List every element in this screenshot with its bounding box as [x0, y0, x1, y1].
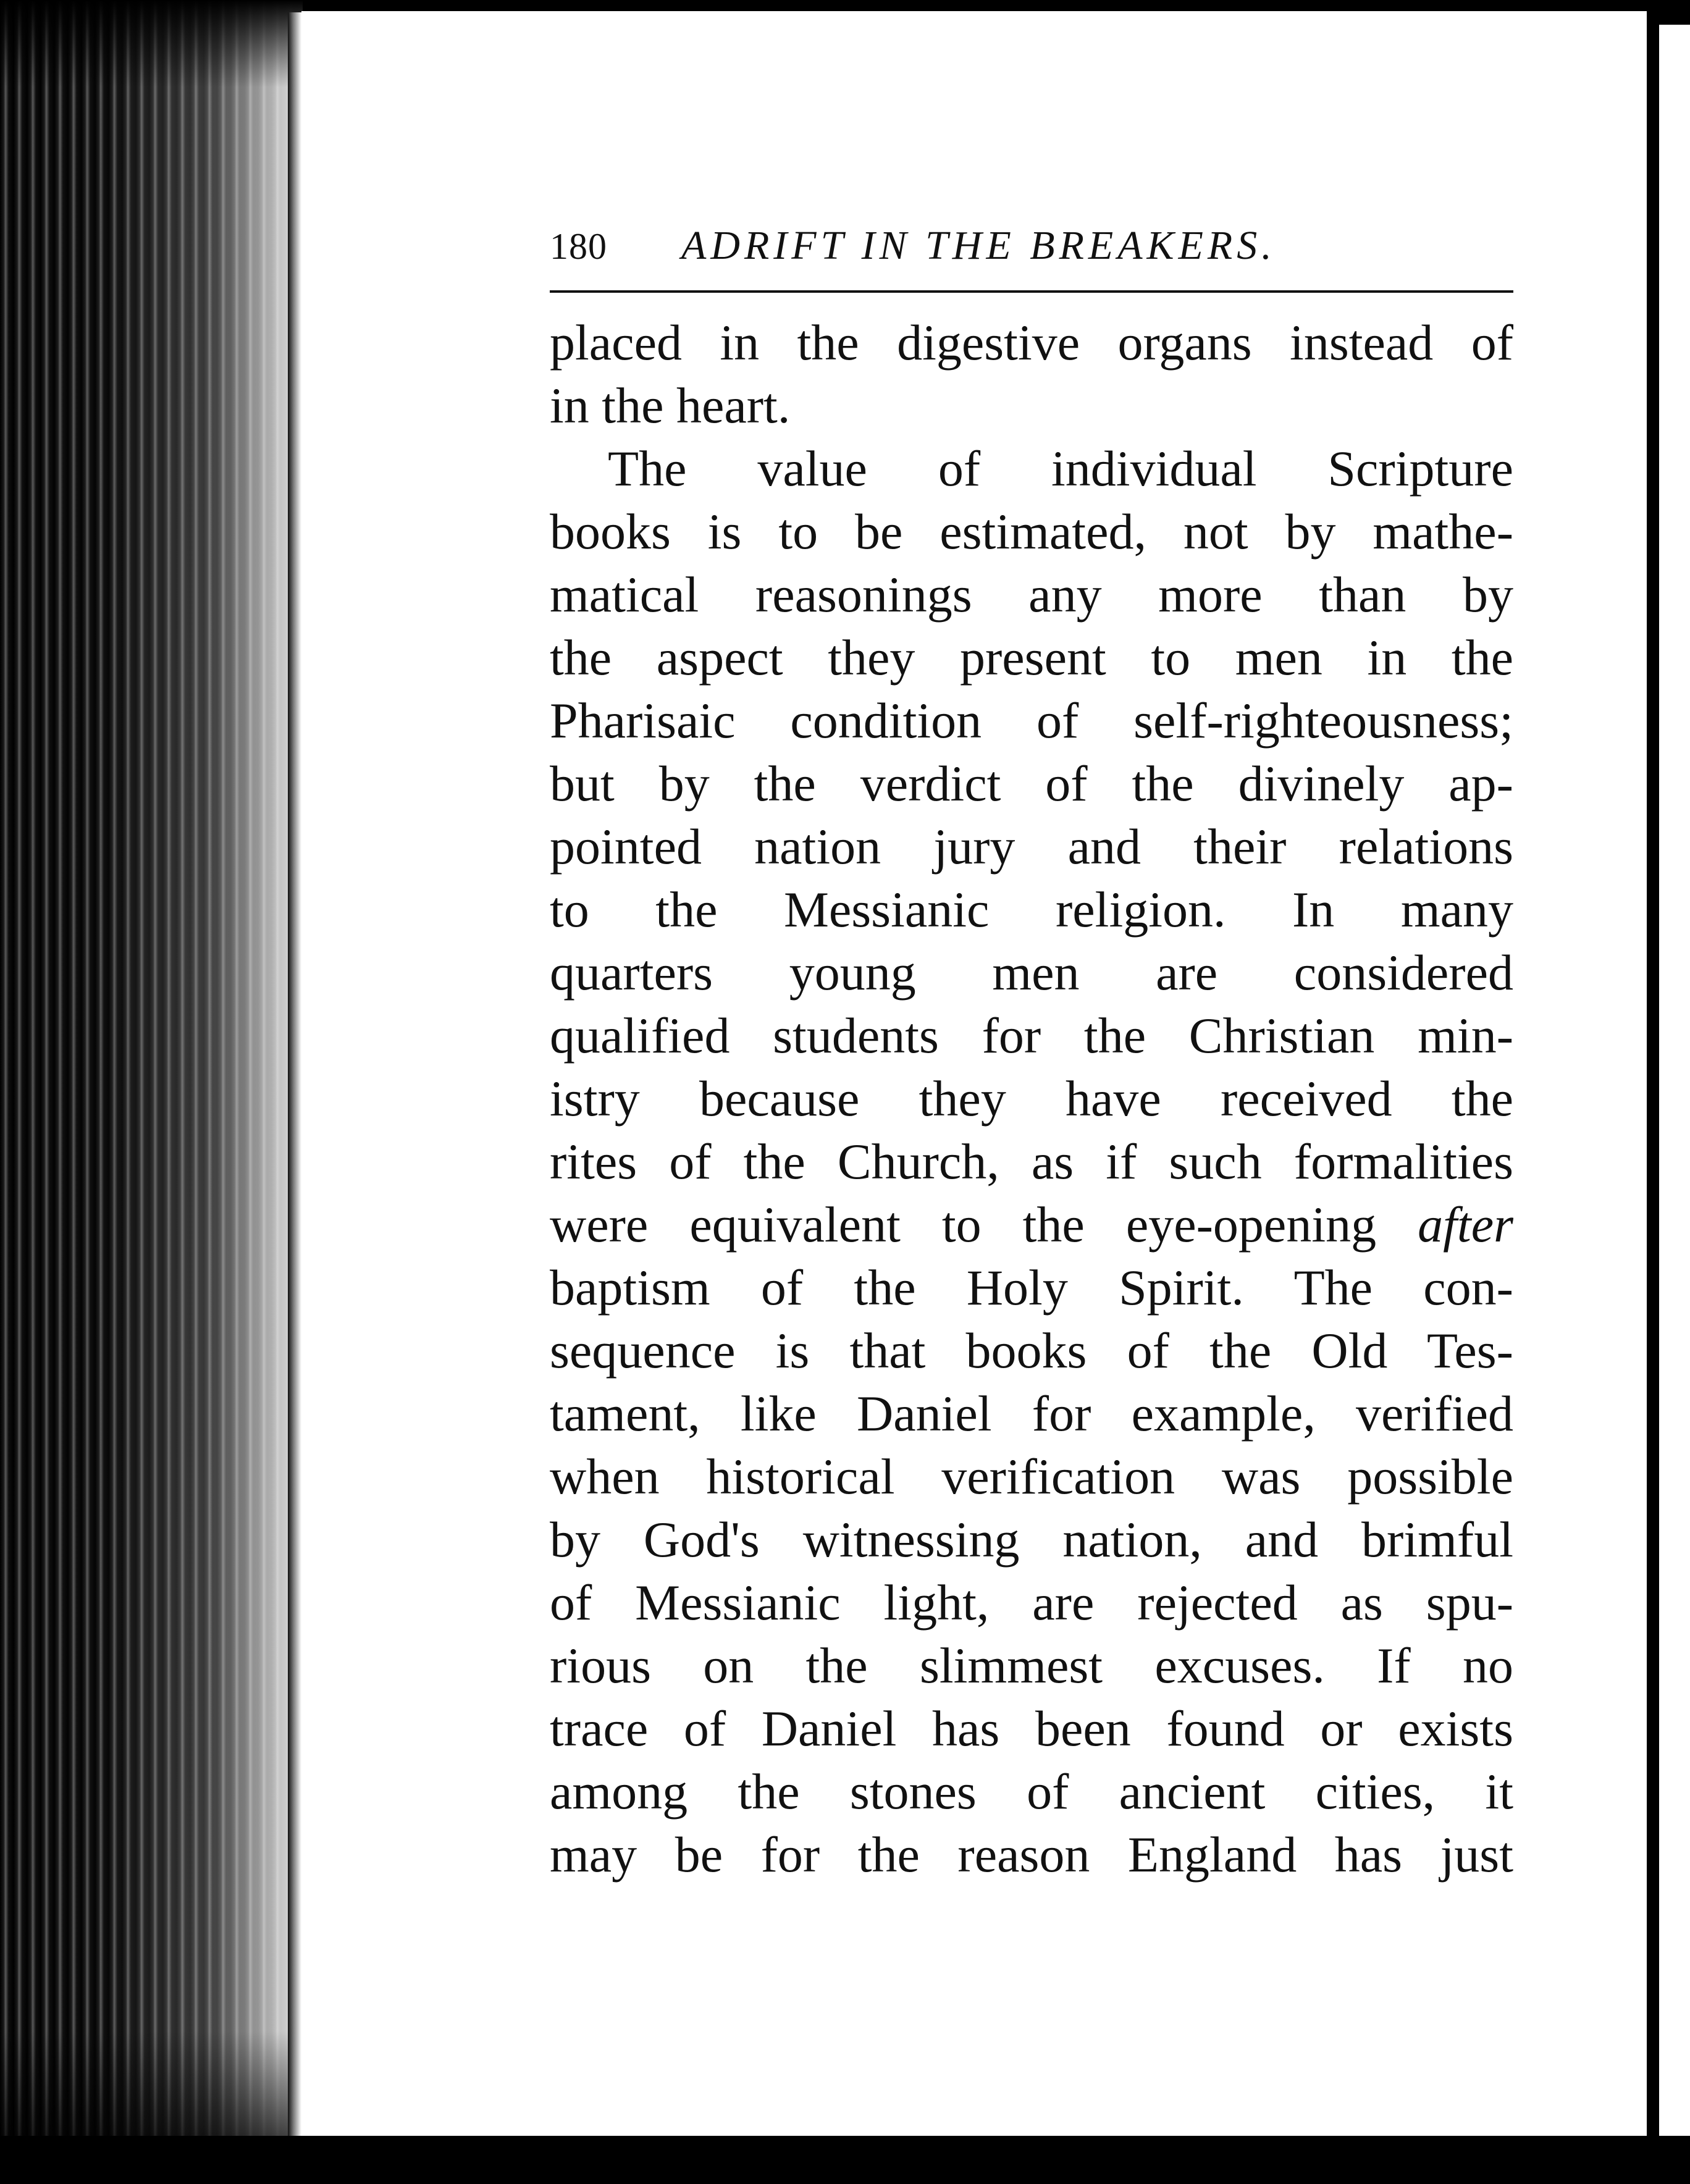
- stacked-page-edges: [0, 0, 303, 2184]
- text-line: in the heart.: [550, 377, 791, 434]
- text-line: but by the verdict of the divinely ap-: [550, 755, 1513, 812]
- text-line: the aspect they present to men in the: [550, 629, 1513, 686]
- text-line: sequence is that books of the Old Tes-: [550, 1322, 1513, 1379]
- text-segment: were equivalent to the eye-opening: [550, 1196, 1418, 1253]
- text-line: among the stones of ancient cities, it: [550, 1763, 1513, 1820]
- text-line: may be for the reason England has just: [550, 1826, 1513, 1883]
- running-head: [550, 222, 1513, 278]
- text-line: books is to be estimated, not by mathe-: [550, 503, 1513, 560]
- text-line: baptism of the Holy Spirit. The con-: [550, 1259, 1513, 1316]
- header-rule: [550, 290, 1513, 293]
- text-line: trace of Daniel has been found or exists: [550, 1700, 1513, 1757]
- text-line: pointed nation jury and their relations: [550, 818, 1513, 875]
- page-content: [550, 222, 1513, 1886]
- paragraph-first-line: The value of individual Scripture: [608, 440, 1513, 497]
- text-line: by God's witnessing nation, and brimful: [550, 1511, 1513, 1568]
- text-line: when historical verification was possible: [550, 1448, 1513, 1505]
- page-number: 180: [550, 226, 607, 267]
- facing-page-edge: [1647, 37, 1659, 2137]
- text-line: Pharisaic condition of self-righteousness;: [550, 692, 1513, 749]
- text-line: rious on the slimmest excuses. If no: [550, 1637, 1513, 1694]
- text-line: to the Messianic religion. In many: [550, 881, 1513, 938]
- text-line: quarters young men are considered: [550, 944, 1513, 1001]
- scan-bottom-border: [0, 2136, 1690, 2184]
- text-line: of Messianic light, are rejected as spu-: [550, 1574, 1513, 1631]
- text-line: placed in the digestive organs instead of: [550, 314, 1513, 371]
- running-title: ADRIFT IN THE BREAKERS.: [681, 223, 1276, 268]
- text-line: istry because they have received the: [550, 1070, 1513, 1127]
- text-line: matical reasonings any more than by: [550, 566, 1513, 623]
- emphasized-word: after: [1418, 1196, 1513, 1253]
- text-line: tament, like Daniel for example, verified: [550, 1385, 1513, 1442]
- text-line: rites of the Church, as if such formalities: [550, 1133, 1513, 1190]
- page-gutter-shadow: [288, 12, 301, 2137]
- text-line-with-emphasis: [550, 1193, 1513, 1256]
- facing-page-strip: [1659, 25, 1690, 2149]
- text-line: qualified students for the Christian min-: [550, 1007, 1513, 1064]
